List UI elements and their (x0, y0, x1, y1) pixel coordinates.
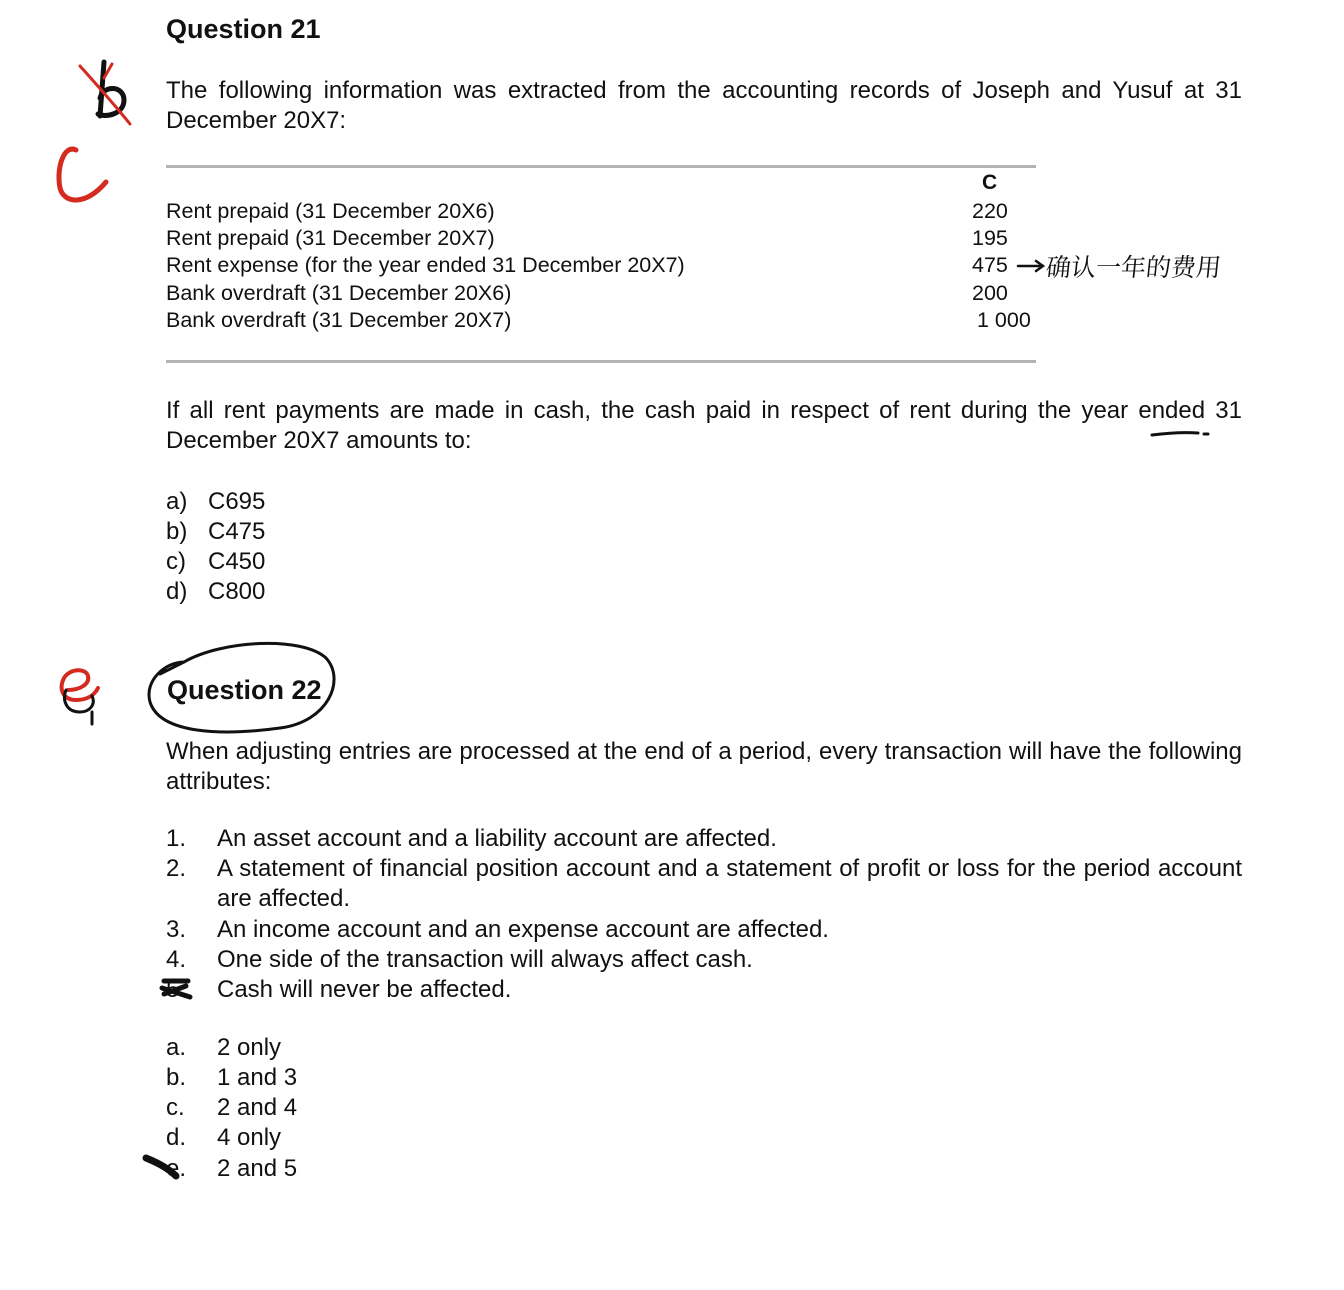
statement-text: Cash will never be affected. (217, 976, 512, 1003)
option-text: 2 only (217, 1034, 282, 1061)
q22-margin-answer (62, 670, 98, 724)
question-22-heading: Question 22 (167, 675, 322, 705)
statement-number: 1. (166, 825, 187, 852)
option-marker: b. (166, 1064, 187, 1091)
option-text: C800 (208, 578, 266, 605)
option-marker: c) (166, 548, 186, 575)
row-value: 200 (972, 281, 1008, 305)
option-marker: a. (166, 1034, 187, 1061)
crossed-margin-answer (80, 62, 130, 124)
statement-number: 4. (166, 946, 187, 973)
option-text: 4 only (217, 1124, 282, 1151)
statement-number: 2. (166, 855, 187, 882)
row-value: 475 (972, 253, 1008, 277)
q21-margin-answer (59, 149, 106, 200)
option-marker: a) (166, 488, 188, 515)
statement-text: A statement of financial position account and a statement of profit or loss for the period account are affected. (217, 855, 1242, 912)
row-label: Rent expense (for the year ended 31 December 20X7) (166, 253, 685, 277)
question-21-intro: The following information was extracted from the accounting records of Joseph and Yusuf at 31 December 20X7: (166, 77, 1242, 134)
row-value: 195 (972, 226, 1008, 250)
scribble-mark (162, 981, 190, 997)
question-21-prompt: If all rent payments are made in cash, the cash paid in respect of rent during the year ended 31 December 20X7 amounts to: (166, 397, 1242, 454)
option-text: C695 (208, 488, 266, 515)
statement-text: An asset account and a liability account are affected. (217, 825, 777, 852)
option-text: C475 (208, 518, 266, 545)
question-22-intro: When adjusting entries are processed at the end of a period, every transaction will have the following attributes: (166, 738, 1242, 795)
statement-number: 3. (166, 916, 187, 943)
row-label: Bank overdraft (31 December 20X7) (166, 308, 512, 332)
row-label: Bank overdraft (31 December 20X6) (166, 281, 512, 305)
row-label: Rent prepaid (31 December 20X7) (166, 226, 495, 250)
row-value: 220 (972, 199, 1008, 223)
checkmark-icon (146, 1158, 176, 1176)
row-value: 1 000 (977, 308, 1031, 332)
arrow-icon (1018, 261, 1043, 271)
heading-circle (149, 643, 334, 732)
option-marker: e. (166, 1155, 187, 1182)
option-marker: d) (166, 578, 188, 605)
statement-text: One side of the transaction will always affect cash. (217, 946, 753, 973)
option-text: 2 and 5 (217, 1155, 298, 1182)
option-marker: b) (166, 518, 188, 545)
question-21-heading: Question 21 (166, 14, 321, 44)
option-marker: c. (166, 1094, 185, 1121)
option-text: 2 and 4 (217, 1094, 298, 1121)
option-text: C450 (208, 548, 266, 575)
statement-number: 5. (166, 976, 187, 1003)
statement-text: An income account and an expense account are affected. (217, 916, 829, 943)
option-text: 1 and 3 (217, 1064, 298, 1091)
handwritten-note: 确认一年的费用 (1044, 253, 1223, 282)
currency-column-header: C (982, 171, 998, 194)
row-label: Rent prepaid (31 December 20X6) (166, 199, 495, 223)
option-marker: d. (166, 1124, 187, 1151)
handwritten-underline (1152, 433, 1208, 435)
